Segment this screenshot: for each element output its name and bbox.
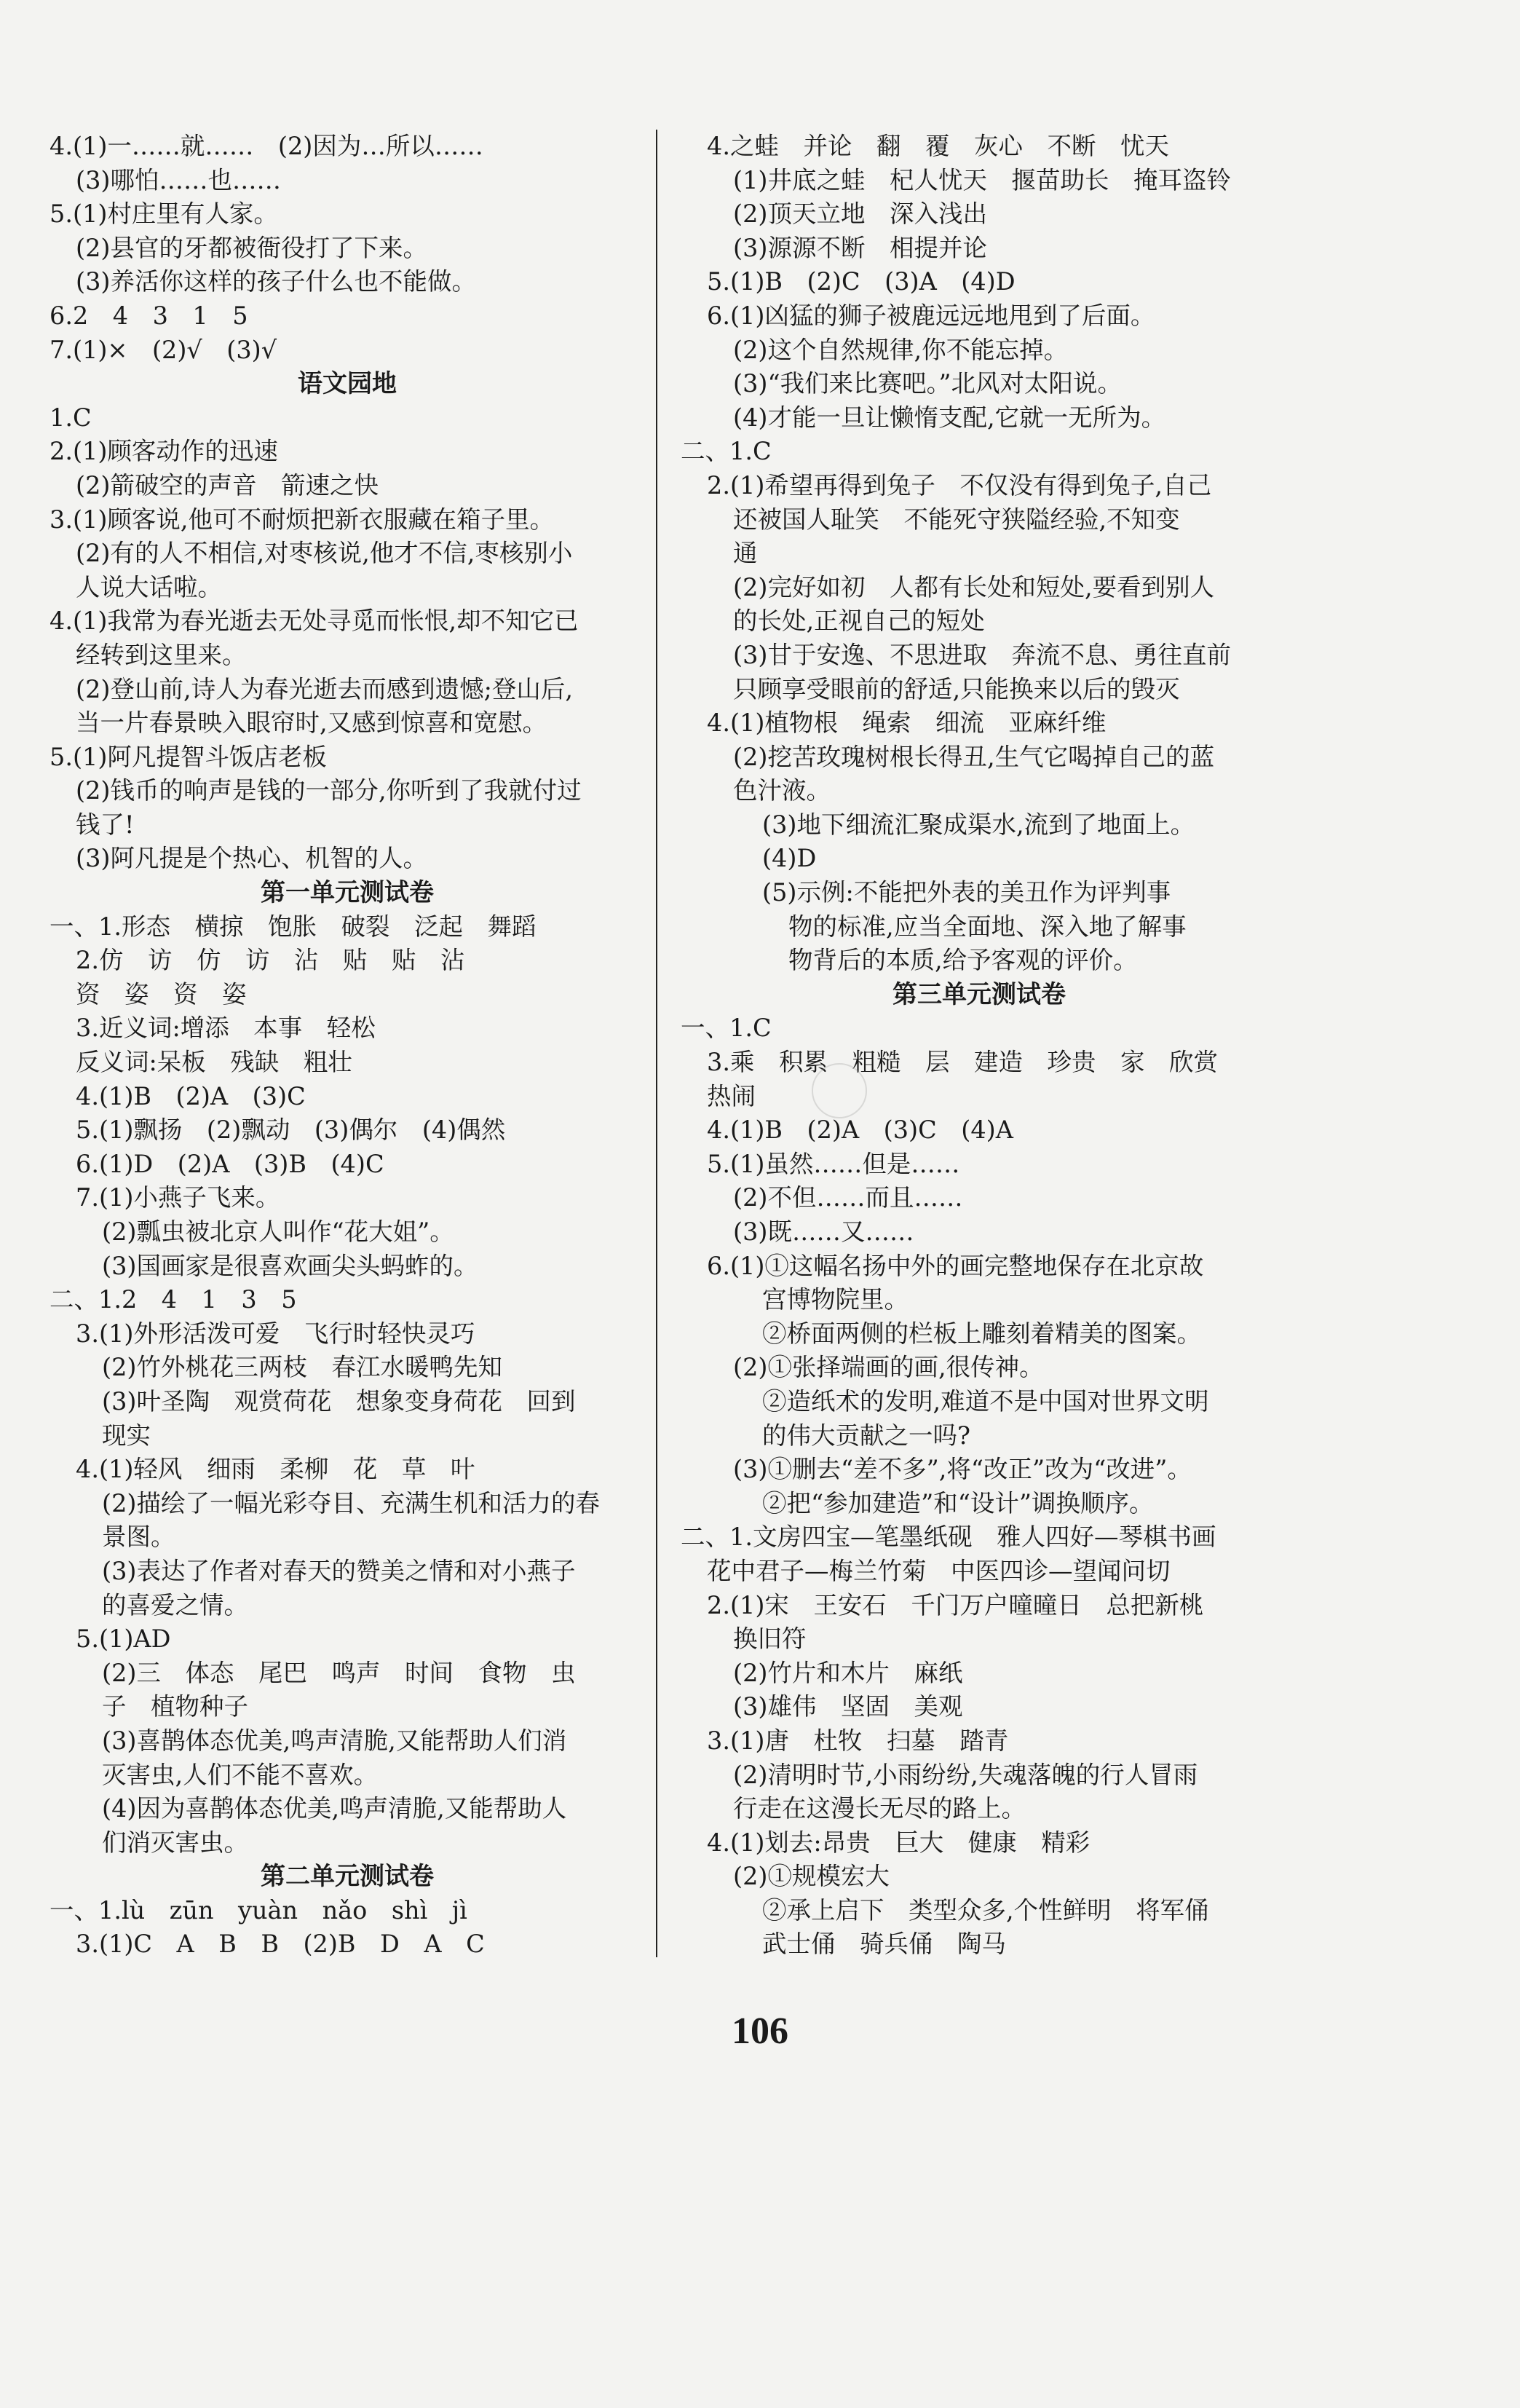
answer-line: (3)表达了作者对春天的赞美之情和对小燕子 <box>102 1556 576 1585</box>
answer-line: (2)顶天立地 深入浅出 <box>733 200 987 229</box>
answer-line: (2)清明时节,小雨纷纷,失魂落魄的行人冒雨 <box>733 1760 1198 1789</box>
answer-line: 7.(1)小燕子飞来。 <box>76 1183 280 1212</box>
answer-line: ②承上启下 类型众多,个性鲜明 将军俑 <box>762 1895 1209 1925</box>
answer-line: 3.(1)外形活泼可爱 飞行时轻快灵巧 <box>76 1319 475 1348</box>
answer-line: 色汁液。 <box>733 776 831 805</box>
answer-line: 物背后的本质,给予客观的评价。 <box>788 946 1138 975</box>
answer-line: 经转到这里来。 <box>76 640 247 669</box>
answer-line: 武士俑 骑兵俑 陶马 <box>762 1930 1006 1959</box>
answer-line: 热闹 <box>707 1081 756 1110</box>
answer-line: 的长处,正视自己的短处 <box>733 607 985 636</box>
answer-line: 5.(1)AD <box>76 1625 171 1654</box>
answer-line: (2)竹外桃花三两枝 春江水暖鸭先知 <box>102 1353 502 1382</box>
answer-line: (2)钱币的响声是钱的一部分,你听到了我就付过 <box>76 776 582 805</box>
answer-line: (2)①规模宏大 <box>733 1862 890 1891</box>
answer-line: 5.(1)村庄里有人家。 <box>50 200 278 229</box>
answer-line: 6.(1)①这幅名扬中外的画完整地保存在北京故 <box>707 1251 1204 1280</box>
section-heading: 语文园地 <box>298 369 397 399</box>
answer-line: 们消灭害虫。 <box>102 1828 248 1857</box>
answer-line: (2)完好如初 人都有长处和短处,要看到别人 <box>733 572 1215 601</box>
column-divider <box>656 130 657 1957</box>
answer-line: 7.(1)× (2)√ (3)√ <box>50 335 277 364</box>
answer-line: (3)“我们来比赛吧。”北风对太阳说。 <box>733 369 1122 398</box>
answer-line: (3)叶圣陶 观赏荷花 想象变身荷花 回到 <box>102 1386 576 1416</box>
answer-line: 4.(1)我常为春光逝去无处寻觅而怅恨,却不知它已 <box>50 607 579 636</box>
answer-line: 4.(1)轻风 细雨 柔柳 花 草 叶 <box>76 1455 475 1484</box>
answer-line: 一、1.形态 横掠 饱胀 破裂 泛起 舞蹈 <box>50 912 537 941</box>
answer-line: 还被国人耻笑 不能死守狭隘经验,不知变 <box>733 505 1180 534</box>
answer-line: 景图。 <box>102 1523 175 1552</box>
answer-line: 资 姿 资 姿 <box>76 979 247 1008</box>
answer-line: 3.(1)唐 杜牧 扫墓 踏青 <box>707 1726 1009 1755</box>
answer-line: (2)三 体态 尾巴 鸣声 时间 食物 虫 <box>102 1658 576 1687</box>
answer-line: 行走在这漫长无尽的路上。 <box>733 1794 1026 1823</box>
left-column <box>50 130 645 1962</box>
answer-line: (3)国画家是很喜欢画尖头蚂蚱的。 <box>102 1251 478 1280</box>
answer-line: 3.(1)顾客说,他可不耐烦把新衣服藏在箱子里。 <box>50 505 555 534</box>
answer-line: (2)登山前,诗人为春光逝去而感到遗憾;登山后, <box>76 674 574 703</box>
answer-line: (2)这个自然规律,你不能忘掉。 <box>733 335 1069 364</box>
answer-line: (3)甘于安逸、不思进取 奔流不息、勇往直前 <box>733 640 1231 669</box>
answer-line: (3)阿凡提是个热心、机智的人。 <box>76 844 427 873</box>
answer-line: (4)D <box>762 844 817 873</box>
answer-line: (3)①删去“差不多”,将“改正”改为“改进”。 <box>733 1455 1192 1484</box>
answer-line: (3)既……又…… <box>733 1217 914 1246</box>
answer-line: (2)挖苦玫瑰树根长得丑,生气它喝掉自己的蓝 <box>733 742 1215 771</box>
answer-line: 通 <box>733 539 758 568</box>
answer-line: (2)①张择端画的画,很传神。 <box>733 1353 1044 1382</box>
answer-line: 5.(1)飘扬 (2)飘动 (3)偶尔 (4)偶然 <box>76 1116 506 1145</box>
answer-line: 4.之蛙 并论 翻 覆 灰心 不断 忧天 <box>707 132 1169 160</box>
section-heading: 第一单元测试卷 <box>261 878 434 908</box>
answer-line: 当一片春景映入眼帘时,又感到惊喜和宽慰。 <box>76 708 547 738</box>
answer-line: (2)不但……而且…… <box>733 1183 963 1212</box>
watermark-stamp <box>812 1063 867 1118</box>
right-column <box>681 130 1278 1962</box>
answer-line: 现实 <box>102 1421 151 1450</box>
answer-line: 4.(1)植物根 绳索 细流 亚麻纤维 <box>707 708 1107 738</box>
answer-line: 灭害虫,人们不能不喜欢。 <box>102 1760 379 1789</box>
section-heading: 第二单元测试卷 <box>261 1862 434 1892</box>
answer-line: (3)地下细流汇聚成渠水,流到了地面上。 <box>762 810 1195 839</box>
answer-line: 5.(1)虽然……但是…… <box>707 1149 960 1178</box>
answer-line: 3.近义词:增添 本事 轻松 <box>76 1014 376 1043</box>
answer-line: (4)因为喜鹊体态优美,鸣声清脆,又能帮助人 <box>102 1794 567 1823</box>
answer-line: (2)县官的牙都被衙役打了下来。 <box>76 233 427 262</box>
answer-line: 二、1.2 4 1 3 5 <box>50 1285 297 1314</box>
answer-line: 4.(1)一……就…… (2)因为…所以…… <box>50 132 483 160</box>
answer-line: 花中君子—梅兰竹菊 中医四诊—望闻问切 <box>707 1556 1171 1585</box>
answer-line: 的喜爱之情。 <box>102 1590 248 1619</box>
answer-line: 6.2 4 3 1 5 <box>50 301 248 330</box>
answer-line: 4.(1)划去:昂贵 巨大 健康 精彩 <box>707 1828 1090 1857</box>
answer-line: ②把“参加建造”和“设计”调换顺序。 <box>762 1488 1154 1517</box>
answer-line: (2)竹片和木片 麻纸 <box>733 1658 963 1687</box>
answer-line: 6.(1)D (2)A (3)B (4)C <box>76 1149 384 1178</box>
answer-line: 二、1.文房四宝—笔墨纸砚 雅人四好—琴棋书画 <box>681 1523 1216 1552</box>
answer-line: 物的标准,应当全面地、深入地了解事 <box>788 912 1187 941</box>
answer-line: (2)箭破空的声音 箭速之快 <box>76 470 379 500</box>
answer-line: 的伟大贡献之一吗? <box>762 1421 970 1450</box>
answer-line: (3)喜鹊体态优美,鸣声清脆,又能帮助人们消 <box>102 1726 567 1755</box>
answer-line: 5.(1)阿凡提智斗饭店老板 <box>50 742 327 771</box>
answer-line: 2.(1)顾客动作的迅速 <box>50 437 278 466</box>
answer-line: ②造纸术的发明,难道不是中国对世界文明 <box>762 1386 1209 1416</box>
answer-line: 二、1.C <box>681 437 772 466</box>
answer-line: (3)哪怕……也…… <box>76 165 281 194</box>
answer-line: (4)才能一旦让懒惰支配,它就一无所为。 <box>733 403 1166 432</box>
answer-line: 钱了! <box>76 810 135 839</box>
answer-line: 4.(1)B (2)A (3)C <box>76 1081 306 1110</box>
section-heading: 第三单元测试卷 <box>892 979 1066 1009</box>
answer-line: (5)示例:不能把外表的美丑作为评判事 <box>762 878 1171 907</box>
answer-line: 2.(1)希望再得到兔子 不仅没有得到兔子,自己 <box>707 470 1212 500</box>
answer-line: 5.(1)B (2)C (3)A (4)D <box>707 267 1016 296</box>
answer-line: (2)描绘了一幅光彩夺目、充满生机和活力的春 <box>102 1488 600 1517</box>
answer-line: 2.仿 访 仿 访 沾 贴 贴 沾 <box>76 946 465 975</box>
answer-line: 一、1.lù zūn yuàn nǎo shì jì <box>50 1895 467 1925</box>
answer-line: 一、1.C <box>681 1014 772 1043</box>
answer-line: 宫博物院里。 <box>762 1285 909 1314</box>
answer-line: (2)瓢虫被北京人叫作“花大姐”。 <box>102 1217 454 1246</box>
answer-line: 换旧符 <box>733 1625 807 1654</box>
answer-line: (3)养活你这样的孩子什么也不能做。 <box>76 267 476 296</box>
page-number: 106 <box>732 2010 788 2052</box>
answer-line: 2.(1)宋 王安石 千门万户曈曈日 总把新桃 <box>707 1590 1204 1619</box>
answer-line: 子 植物种子 <box>102 1692 248 1721</box>
answer-line: 反义词:呆板 残缺 粗壮 <box>76 1048 352 1077</box>
answer-line: 4.(1)B (2)A (3)C (4)A <box>707 1116 1013 1145</box>
answer-line: 人说大话啦。 <box>76 572 222 601</box>
answer-line: (3)源源不断 相提并论 <box>733 233 987 262</box>
answer-line: (2)有的人不相信,对枣核说,他才不信,枣核别小 <box>76 539 573 568</box>
answer-line: 6.(1)凶猛的狮子被鹿远远地甩到了后面。 <box>707 301 1155 330</box>
answer-line: 只顾享受眼前的舒适,只能换来以后的毁灭 <box>733 674 1180 703</box>
answer-line: 3.(1)C A B B (2)B D A C <box>76 1930 485 1959</box>
answer-line: 3.乘 积累 粗糙 层 建造 珍贵 家 欣赏 <box>707 1048 1218 1077</box>
answer-line: 1.C <box>50 403 92 432</box>
answer-line: (3)雄伟 坚固 美观 <box>733 1692 963 1721</box>
answer-line: (1)井底之蛙 杞人忧天 揠苗助长 掩耳盗铃 <box>733 165 1231 194</box>
answer-line: ②桥面两侧的栏板上雕刻着精美的图案。 <box>762 1319 1201 1348</box>
